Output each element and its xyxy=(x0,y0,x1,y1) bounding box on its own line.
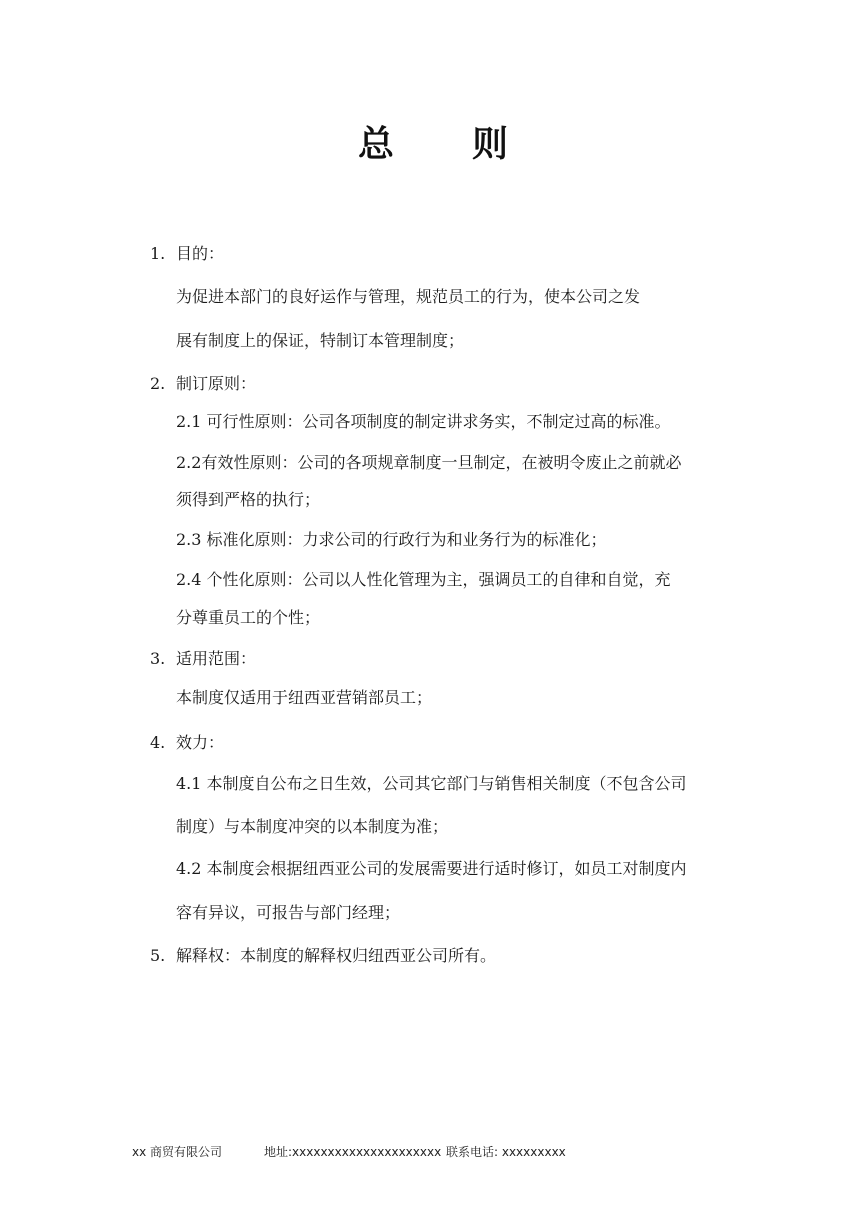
section-number: 3. xyxy=(150,649,166,668)
section-5-heading xyxy=(150,945,496,967)
section-number: 1. xyxy=(150,244,166,263)
section-number: 2. xyxy=(150,374,166,393)
paragraph-line: 本制度仅适用于纽西亚营销部员工； xyxy=(176,688,433,707)
paragraph-line: 分尊重员工的个性； xyxy=(176,608,321,627)
paragraph-line: 4.2 本制度会根据纽西亚公司的发展需要进行适时修订，如员工对制度内 xyxy=(176,859,687,878)
paragraph-line: 为促进本部门的良好运作与管理，规范员工的行为，使本公司之发 xyxy=(176,287,641,306)
paragraph-line: 制度）与本制度冲突的以本制度为准； xyxy=(176,817,449,836)
paragraph-line: 2.4 个性化原则：公司以人性化管理为主，强调员工的自律和自觉，充 xyxy=(176,570,671,589)
paragraph-line: 展有制度上的保证，特制订本管理制度； xyxy=(176,331,465,350)
paragraph-line: 4.1 本制度自公布之日生效，公司其它部门与销售相关制度（不包含公司 xyxy=(176,774,687,793)
section-number: 4. xyxy=(150,733,166,752)
section-title: 目的： xyxy=(176,244,225,263)
section-title: 解释权：本制度的解释权归纽西亚公司所有。 xyxy=(176,946,497,965)
document-title: 总 则 xyxy=(357,124,510,165)
footer-address: 地址:xxxxxxxxxxxxxxxxxxxxx xyxy=(264,1145,442,1159)
paragraph-line: 2.2有效性原则：公司的各项规章制度一旦制定，在被明令废止之前就必 xyxy=(176,453,682,472)
paragraph-line: 2.1 可行性原则：公司各项制度的制定讲求务实，不制定过高的标准。 xyxy=(176,412,671,431)
section-number: 5. xyxy=(150,946,166,965)
paragraph-line: 须得到严格的执行； xyxy=(176,490,321,509)
page-footer xyxy=(132,1143,566,1160)
section-3-heading xyxy=(150,648,256,670)
section-2-heading xyxy=(150,373,256,395)
section-1-heading xyxy=(150,243,224,265)
section-title: 制订原则： xyxy=(176,374,257,393)
footer-company: xx 商贸有限公司 xyxy=(132,1145,223,1159)
footer-phone: 联系电话: xxxxxxxxx xyxy=(446,1145,566,1159)
paragraph-line: 2.3 标准化原则：力求公司的行政行为和业务行为的标准化； xyxy=(176,530,607,549)
section-title: 适用范围： xyxy=(176,649,257,668)
section-title: 效力： xyxy=(176,733,225,752)
paragraph-line: 容有异议，可报告与部门经理； xyxy=(176,903,401,922)
section-4-heading xyxy=(150,732,224,754)
